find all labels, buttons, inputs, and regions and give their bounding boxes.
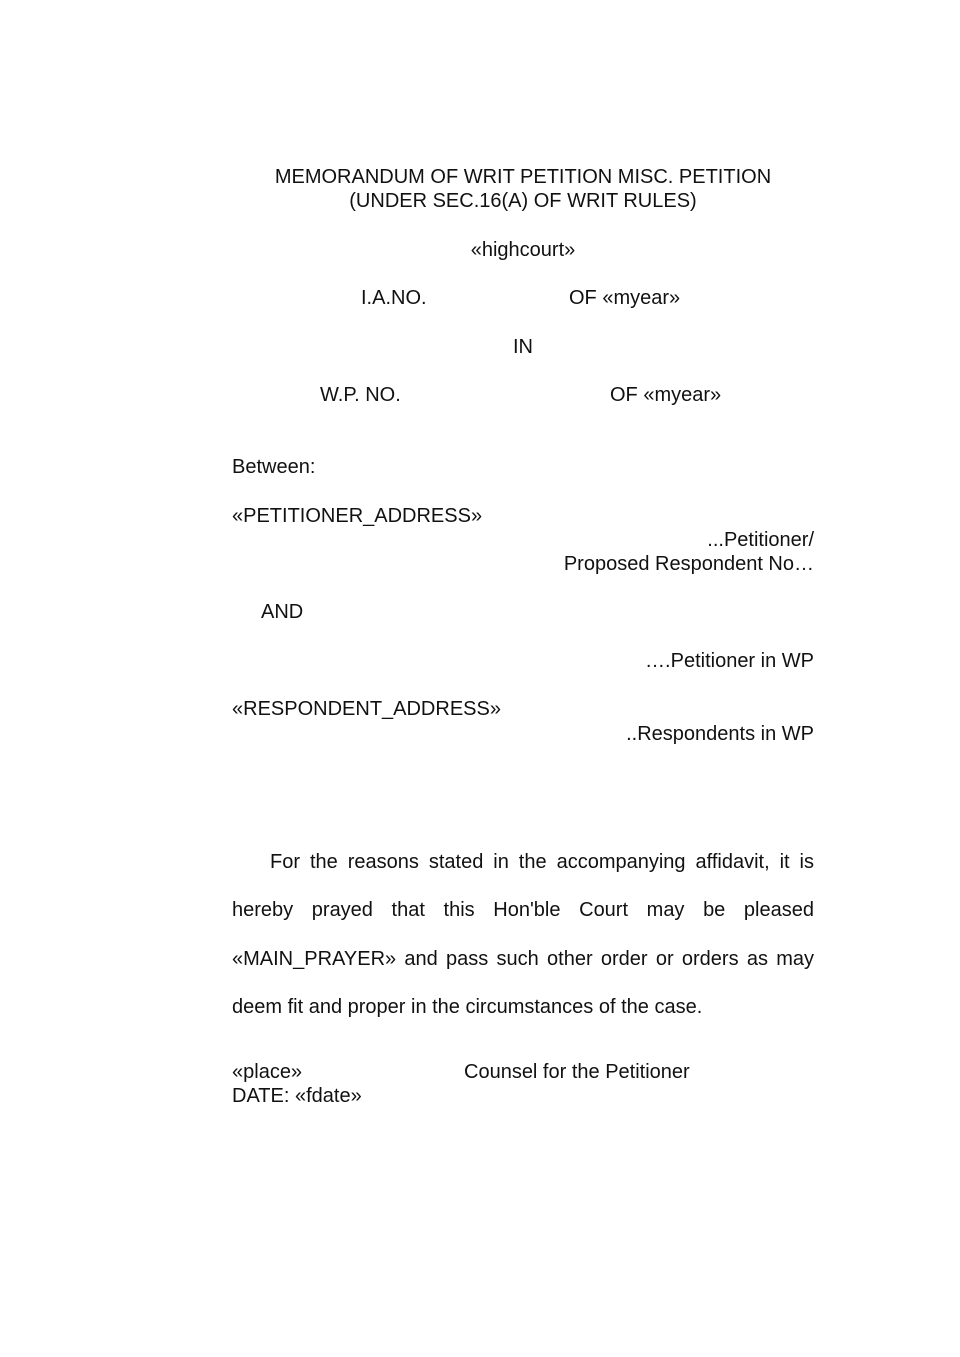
and-label: AND [261,601,304,623]
petitioner-role-line-2: Proposed Respondent No… [563,553,814,575]
respondent-role: ..Respondents in WP [626,723,814,745]
ia-year: OF «myear» [569,287,681,309]
petitioner-in-wp: ….Petitioner in WP [645,650,814,672]
petitioner-role-line-1: ...Petitioner/ [707,529,814,551]
place-field: «place» [232,1061,303,1083]
counsel-signature-label: Counsel for the Petitioner [464,1061,690,1083]
title-line-1: MEMORANDUM OF WRIT PETITION MISC. PETITION [274,166,772,188]
wp-number-label: W.P. NO. [320,384,401,406]
prayer-paragraph: For the reasons stated in the accompanying affidavit, it is hereby prayed that this Hon'ble Court may be pleased «MAIN_PRAYER» and pass such other order or orders as may deem fit and proper in the circumstances of the case. [232,851,814,1018]
petitioner-address: «PETITIONER_ADDRESS» [232,505,483,527]
between-label: Between: [232,456,316,478]
court-name: «highcourt» [470,239,576,261]
in-label: IN [513,336,533,358]
wp-year: OF «myear» [610,384,722,406]
ia-number-label: I.A.NO. [361,287,427,309]
date-field: DATE: «fdate» [232,1085,362,1107]
respondent-address: «RESPONDENT_ADDRESS» [232,698,501,720]
title-line-2: (UNDER SEC.16(A) OF WRIT RULES) [349,190,697,212]
